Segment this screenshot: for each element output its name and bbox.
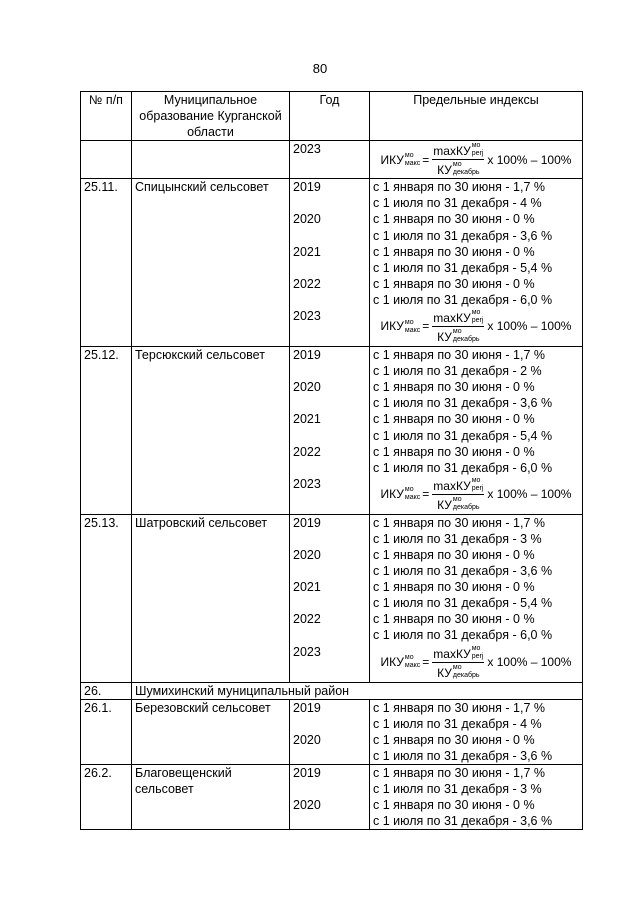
cell-municipality: Терсюкский сельсовет — [132, 347, 290, 515]
index-line: с 1 января по 30 июня - 0 % — [373, 380, 535, 395]
formula-lhs-main: ИКУ — [380, 152, 404, 167]
formula-lhs — [381, 318, 421, 334]
formula-denominator — [437, 160, 479, 177]
year-label: 2021 — [293, 580, 321, 595]
cell-municipality: Березовский сельсовет — [132, 699, 290, 764]
formula-den-sub: декабрь — [452, 336, 480, 344]
formula-lhs-sub: макс — [404, 662, 421, 670]
formula-lhs-sup: мо — [404, 151, 414, 159]
formula-tail: x 100% – 100% — [487, 319, 572, 334]
price-index-table — [80, 91, 583, 830]
year-label: 2021 — [293, 244, 321, 259]
formula-denominator — [437, 663, 479, 680]
formula-den-sub: декабрь — [452, 169, 480, 177]
index-line: с 1 января по 30 июня - 0 % — [373, 276, 535, 291]
table-row — [81, 699, 583, 764]
formula-den-sub: декабрь — [452, 671, 480, 679]
year-label: 2019 — [293, 766, 321, 780]
table-body — [81, 92, 583, 830]
year-label: 2019 — [293, 515, 321, 530]
formula-den-sup: мо — [452, 161, 462, 169]
formula-den-main: КУ — [437, 330, 452, 345]
cell-indices — [370, 141, 583, 179]
index-line: с 1 июля по 31 декабря - 3,6 % — [373, 228, 553, 243]
index-line: с 1 июля по 31 декабря - 2 % — [373, 364, 542, 379]
formula-num-sup: мо — [471, 309, 481, 317]
year-label: 2019 — [293, 700, 321, 715]
formula-lhs-indices — [405, 654, 420, 670]
index-line: с 1 января по 30 июня - 0 % — [373, 444, 535, 459]
year-label: 2022 — [293, 444, 321, 459]
formula-lhs-sub: макс — [404, 494, 421, 502]
index-line: с 1 января по 30 июня - 1,7 % — [373, 348, 545, 363]
formula-num-sub: perj — [471, 652, 484, 660]
index-line: с 1 января по 30 июня - 1,7 % — [373, 700, 545, 715]
cell-municipality: Благовещенский сельсовет — [132, 765, 290, 830]
cell-year — [290, 699, 370, 764]
index-line: с 1 января по 30 июня - 0 % — [373, 212, 535, 227]
index-line: с 1 июля по 31 декабря - 3 % — [373, 531, 542, 546]
formula-numerator — [432, 309, 484, 327]
cell-indices — [370, 765, 583, 830]
index-line: с 1 июля по 31 декабря - 4 % — [373, 196, 542, 211]
formula-den-sub: декабрь — [452, 503, 480, 511]
cell-year — [290, 141, 370, 179]
cell-indices — [370, 699, 583, 764]
year-label: 2022 — [293, 612, 321, 627]
index-formula — [373, 308, 579, 345]
formula-lhs-sup: мо — [404, 654, 414, 662]
cell-num — [81, 141, 132, 179]
index-line: с 1 января по 30 июня - 0 % — [373, 580, 535, 595]
formula-denominator — [437, 327, 479, 344]
table-header-row — [81, 92, 583, 141]
year-label: 2023 — [293, 309, 321, 324]
index-line: с 1 января по 30 июня - 0 % — [373, 412, 535, 427]
formula-num-indices — [472, 309, 484, 325]
formula-fraction — [432, 477, 484, 512]
index-line: с 1 июля по 31 декабря - 3,6 % — [373, 814, 553, 829]
cell-municipality: Спицынский сельсовет — [132, 179, 290, 347]
formula-tail: x 100% – 100% — [487, 654, 572, 669]
formula-den-sup: мо — [452, 495, 462, 503]
cell-municipality — [132, 141, 290, 179]
cell-year — [290, 347, 370, 515]
formula-lhs-main: ИКУ — [380, 487, 404, 502]
formula-num-main: maxКУ — [433, 478, 471, 493]
formula-denominator — [437, 495, 479, 512]
index-line: с 1 июля по 31 декабря - 3,6 % — [373, 396, 553, 411]
formula-lhs-sub: макс — [404, 326, 421, 334]
year-label: 2021 — [293, 412, 321, 427]
cell-year — [290, 765, 370, 830]
formula-lhs-indices — [405, 152, 420, 168]
cell-indices — [370, 347, 583, 515]
index-line: с 1 января по 30 июня - 0 % — [373, 798, 535, 813]
index-line: с 1 июля по 31 декабря - 6,0 % — [373, 292, 553, 307]
year-label: 2020 — [293, 380, 321, 395]
index-line: с 1 января по 30 июня - 0 % — [373, 612, 535, 627]
index-line: с 1 июля по 31 декабря - 3,6 % — [373, 748, 553, 763]
index-line: с 1 июля по 31 декабря - 3,6 % — [373, 564, 553, 579]
formula-num-sup: мо — [471, 644, 481, 652]
formula-tail: x 100% – 100% — [487, 487, 572, 502]
cell-num: 25.13. — [81, 514, 132, 682]
year-label: 2020 — [293, 798, 321, 813]
year-label: 2020 — [293, 732, 321, 747]
year-label: 2023 — [293, 476, 321, 491]
index-line: с 1 января по 30 июня - 0 % — [373, 732, 535, 747]
formula-num-sup: мо — [471, 476, 481, 484]
formula-num-indices — [472, 477, 484, 493]
year-label: 2019 — [293, 348, 321, 363]
index-line: с 1 января по 30 июня - 0 % — [373, 547, 535, 562]
year-label: 2023 — [293, 142, 321, 157]
formula-den-indices — [453, 328, 480, 344]
formula-eq: = — [422, 487, 430, 502]
formula-num-sub: perj — [471, 484, 484, 492]
formula-num-main: maxКУ — [433, 144, 471, 159]
formula-lhs — [381, 654, 421, 670]
cell-year — [290, 179, 370, 347]
index-line: с 1 июля по 31 декабря - 5,4 % — [373, 428, 553, 443]
formula-lhs-sub: макс — [404, 159, 421, 167]
formula-den-sup: мо — [452, 663, 462, 671]
district-name: Шумихинский муниципальный район — [132, 682, 583, 699]
index-line: с 1 января по 30 июня - 1,7 % — [373, 180, 545, 195]
district-num: 26. — [81, 682, 132, 699]
formula-den-indices — [453, 664, 480, 680]
index-line: с 1 июля по 31 декабря - 4 % — [373, 716, 542, 731]
index-line: с 1 июля по 31 декабря - 5,4 % — [373, 596, 553, 611]
formula-num-sup: мо — [471, 142, 481, 150]
table-row — [81, 765, 583, 830]
cell-num: 26.1. — [81, 699, 132, 764]
district-row — [81, 682, 583, 699]
index-line: с 1 июля по 31 декабря - 6,0 % — [373, 628, 553, 643]
formula-fraction — [432, 142, 484, 177]
formula-den-main: КУ — [437, 163, 452, 178]
index-line: с 1 июля по 31 декабря - 5,4 % — [373, 260, 553, 275]
formula-numerator — [432, 142, 484, 160]
index-line: с 1 января по 30 июня - 1,7 % — [373, 766, 545, 780]
formula-lhs-main: ИКУ — [380, 654, 404, 669]
formula-num-main: maxКУ — [433, 311, 471, 326]
formula-num-indices — [472, 142, 484, 158]
index-line: с 1 июля по 31 декабря - 3 % — [373, 782, 542, 797]
cell-num: 26.2. — [81, 765, 132, 830]
formula-num-sub: perj — [471, 150, 484, 158]
formula-den-indices — [453, 161, 480, 177]
formula-num-indices — [472, 645, 484, 661]
header-year: Год — [290, 92, 370, 141]
header-municipality: Муниципальное образование Курганской области — [132, 92, 290, 141]
cell-year — [290, 514, 370, 682]
index-formula — [373, 644, 579, 681]
year-label: 2019 — [293, 180, 321, 195]
formula-numerator — [432, 645, 484, 663]
formula-den-main: КУ — [437, 497, 452, 512]
formula-fraction — [432, 309, 484, 344]
formula-den-main: КУ — [437, 665, 452, 680]
year-label: 2020 — [293, 212, 321, 227]
cell-indices — [370, 514, 583, 682]
index-formula — [373, 476, 579, 513]
formula-numerator — [432, 477, 484, 495]
year-label: 2023 — [293, 644, 321, 659]
header-num: № п/п — [81, 92, 132, 141]
table-row — [81, 347, 583, 515]
header-indices: Предельные индексы — [370, 92, 583, 141]
formula-eq: = — [422, 319, 430, 334]
cell-indices — [370, 179, 583, 347]
table-row — [81, 179, 583, 347]
formula-num-main: maxКУ — [433, 646, 471, 661]
formula-eq: = — [422, 152, 430, 167]
cell-num: 25.12. — [81, 347, 132, 515]
formula-lhs-main: ИКУ — [380, 319, 404, 334]
formula-eq: = — [422, 654, 430, 669]
cell-num: 25.11. — [81, 179, 132, 347]
table-row — [81, 514, 583, 682]
year-label: 2020 — [293, 547, 321, 562]
formula-lhs-indices — [405, 486, 420, 502]
formula-lhs — [381, 486, 421, 502]
formula-lhs-sup: мо — [404, 318, 414, 326]
page-number: 80 — [312, 61, 328, 76]
formula-den-sup: мо — [452, 328, 462, 336]
year-label: 2022 — [293, 276, 321, 291]
cell-municipality: Шатровский сельсовет — [132, 514, 290, 682]
index-line: с 1 июля по 31 декабря - 6,0 % — [373, 460, 553, 475]
formula-lhs-sup: мо — [404, 486, 414, 494]
index-line: с 1 января по 30 июня - 1,7 % — [373, 515, 545, 530]
index-formula — [373, 141, 579, 178]
table-row — [81, 141, 583, 179]
formula-fraction — [432, 645, 484, 680]
formula-tail: x 100% – 100% — [487, 152, 572, 167]
formula-num-sub: perj — [471, 317, 484, 325]
index-line: с 1 января по 30 июня - 0 % — [373, 244, 535, 259]
formula-lhs — [381, 152, 421, 168]
formula-lhs-indices — [405, 319, 420, 335]
formula-den-indices — [453, 496, 480, 512]
